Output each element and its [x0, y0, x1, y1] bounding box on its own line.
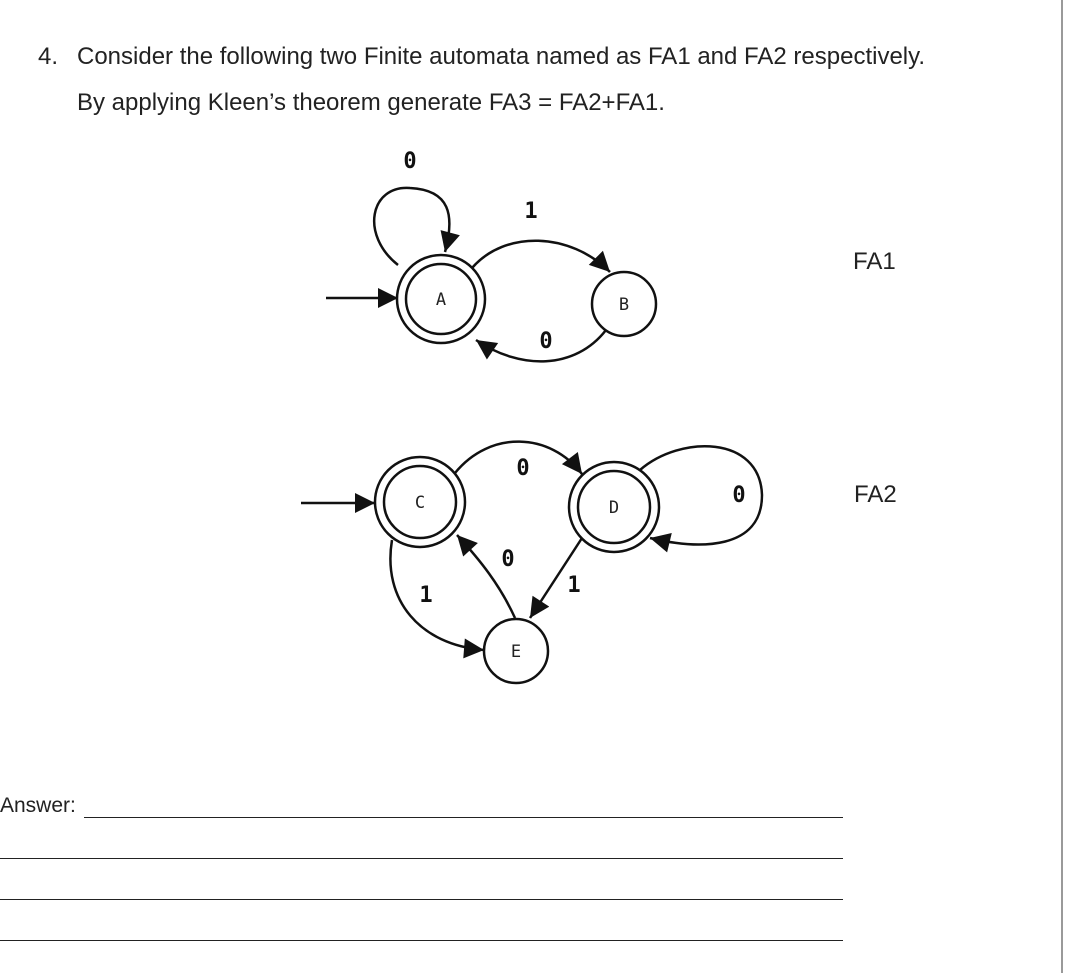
fa1-edge-a-a-label: 0 [403, 149, 417, 174]
fa2-edge-c-e-label: 1 [419, 583, 433, 608]
question-number: 4. [38, 43, 59, 70]
answer-line-4[interactable] [0, 940, 843, 941]
fa2-state-d-label: D [608, 498, 620, 518]
fa2-edge-e-c-label: 0 [501, 547, 515, 572]
fa2-edge-d-d-label: 0 [732, 483, 746, 508]
fa1-state-b-label: B [618, 295, 630, 315]
fa1-diagram [326, 149, 656, 361]
fa2-name-label: FA2 [854, 481, 897, 508]
fa2-state-d [569, 462, 659, 552]
fa2-edge-c-e [390, 540, 484, 650]
answer-line-1[interactable] [84, 817, 843, 818]
fa2-state-c-label: C [414, 493, 426, 513]
fa2-diagram [301, 442, 762, 683]
fa1-state-a-label: A [435, 290, 447, 310]
fa1-edge-a-a [374, 188, 449, 265]
fa2-state-e [484, 619, 548, 683]
question-text-line-2: By applying Kleen’s theorem generate FA3 = FA2+FA1. [77, 89, 665, 116]
fa1-edge-b-a-label: 0 [539, 329, 553, 354]
fa2-state-c [375, 457, 465, 547]
fa1-edge-a-b-label: 1 [524, 199, 538, 224]
fa1-state-a [397, 255, 485, 343]
fa2-edge-c-d-label: 0 [516, 456, 530, 481]
fa1-state-b [592, 272, 656, 336]
answer-label: Answer: [0, 794, 76, 817]
fa1-name-label: FA1 [853, 248, 896, 275]
answer-line-3[interactable] [0, 899, 843, 900]
answer-line-2[interactable] [0, 858, 843, 859]
fa2-edge-d-e-label: 1 [567, 573, 581, 598]
fa1-edge-a-b [472, 241, 610, 272]
question-text-line-1: Consider the following two Finite automata named as FA1 and FA2 respectively. [77, 43, 926, 70]
fa2-state-e-label: E [510, 642, 522, 662]
